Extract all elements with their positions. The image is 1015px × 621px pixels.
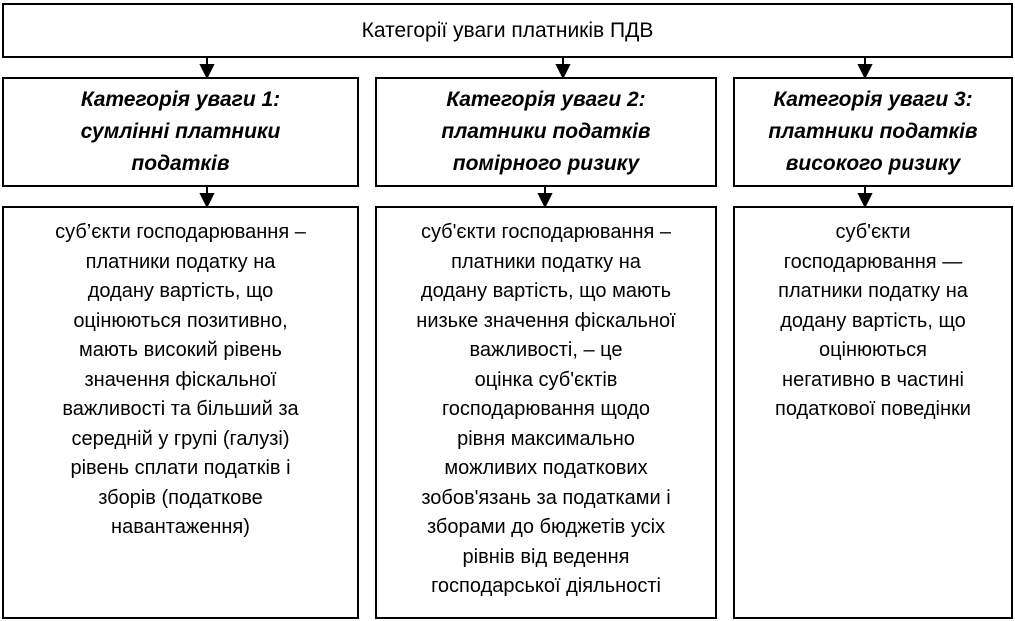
category-1-description: суб’єкти господарювання – платники податку на додану вартість, що оцінюються позитивно, мають високий рівень значення фіскальної важливості та більший за середній у групі (галузі) рівень сплати податків і зборів (податкове навантаження) [55,221,306,538]
category-2-description-box [375,206,717,619]
arrow-category-3-to-description [859,187,871,206]
category-2-box [375,77,717,187]
arrow-title-to-category-2 [557,58,569,77]
arrow-title-to-category-1 [201,58,213,77]
arrow-title-to-category-3 [859,58,871,77]
category-3-box [733,77,1013,187]
category-2-heading: Категорія уваги 2: платники податків помірного ризику [441,88,651,175]
category-2-description: суб'єкти господарювання – платники податку на додану вартість, що мають низьке значення фіскальної важливості, – це оцінка суб'єктів господарювання щодо рівня максимально можливих податкових зобов'язань за податками і зборами до бюджетів усіх рівнів від ведення господарської діяльності [416,221,676,597]
category-1-box [2,77,359,187]
category-1-description-box [2,206,359,619]
diagram-title: Категорії уваги платників ПДВ [361,18,654,42]
category-3-description-box [733,206,1013,619]
category-3-description: суб'єкти господарювання — платники податку на додану вартість, що оцінюються негативно в частині податкової поведінки [775,221,971,420]
category-3-heading: Категорія уваги 3: платники податків високого ризику [768,88,978,175]
arrow-category-1-to-description [201,187,213,206]
category-1-heading: Категорія уваги 1: сумлінні платники податків [80,88,281,175]
arrow-category-2-to-description [539,187,551,206]
diagram-title-box [2,3,1013,58]
